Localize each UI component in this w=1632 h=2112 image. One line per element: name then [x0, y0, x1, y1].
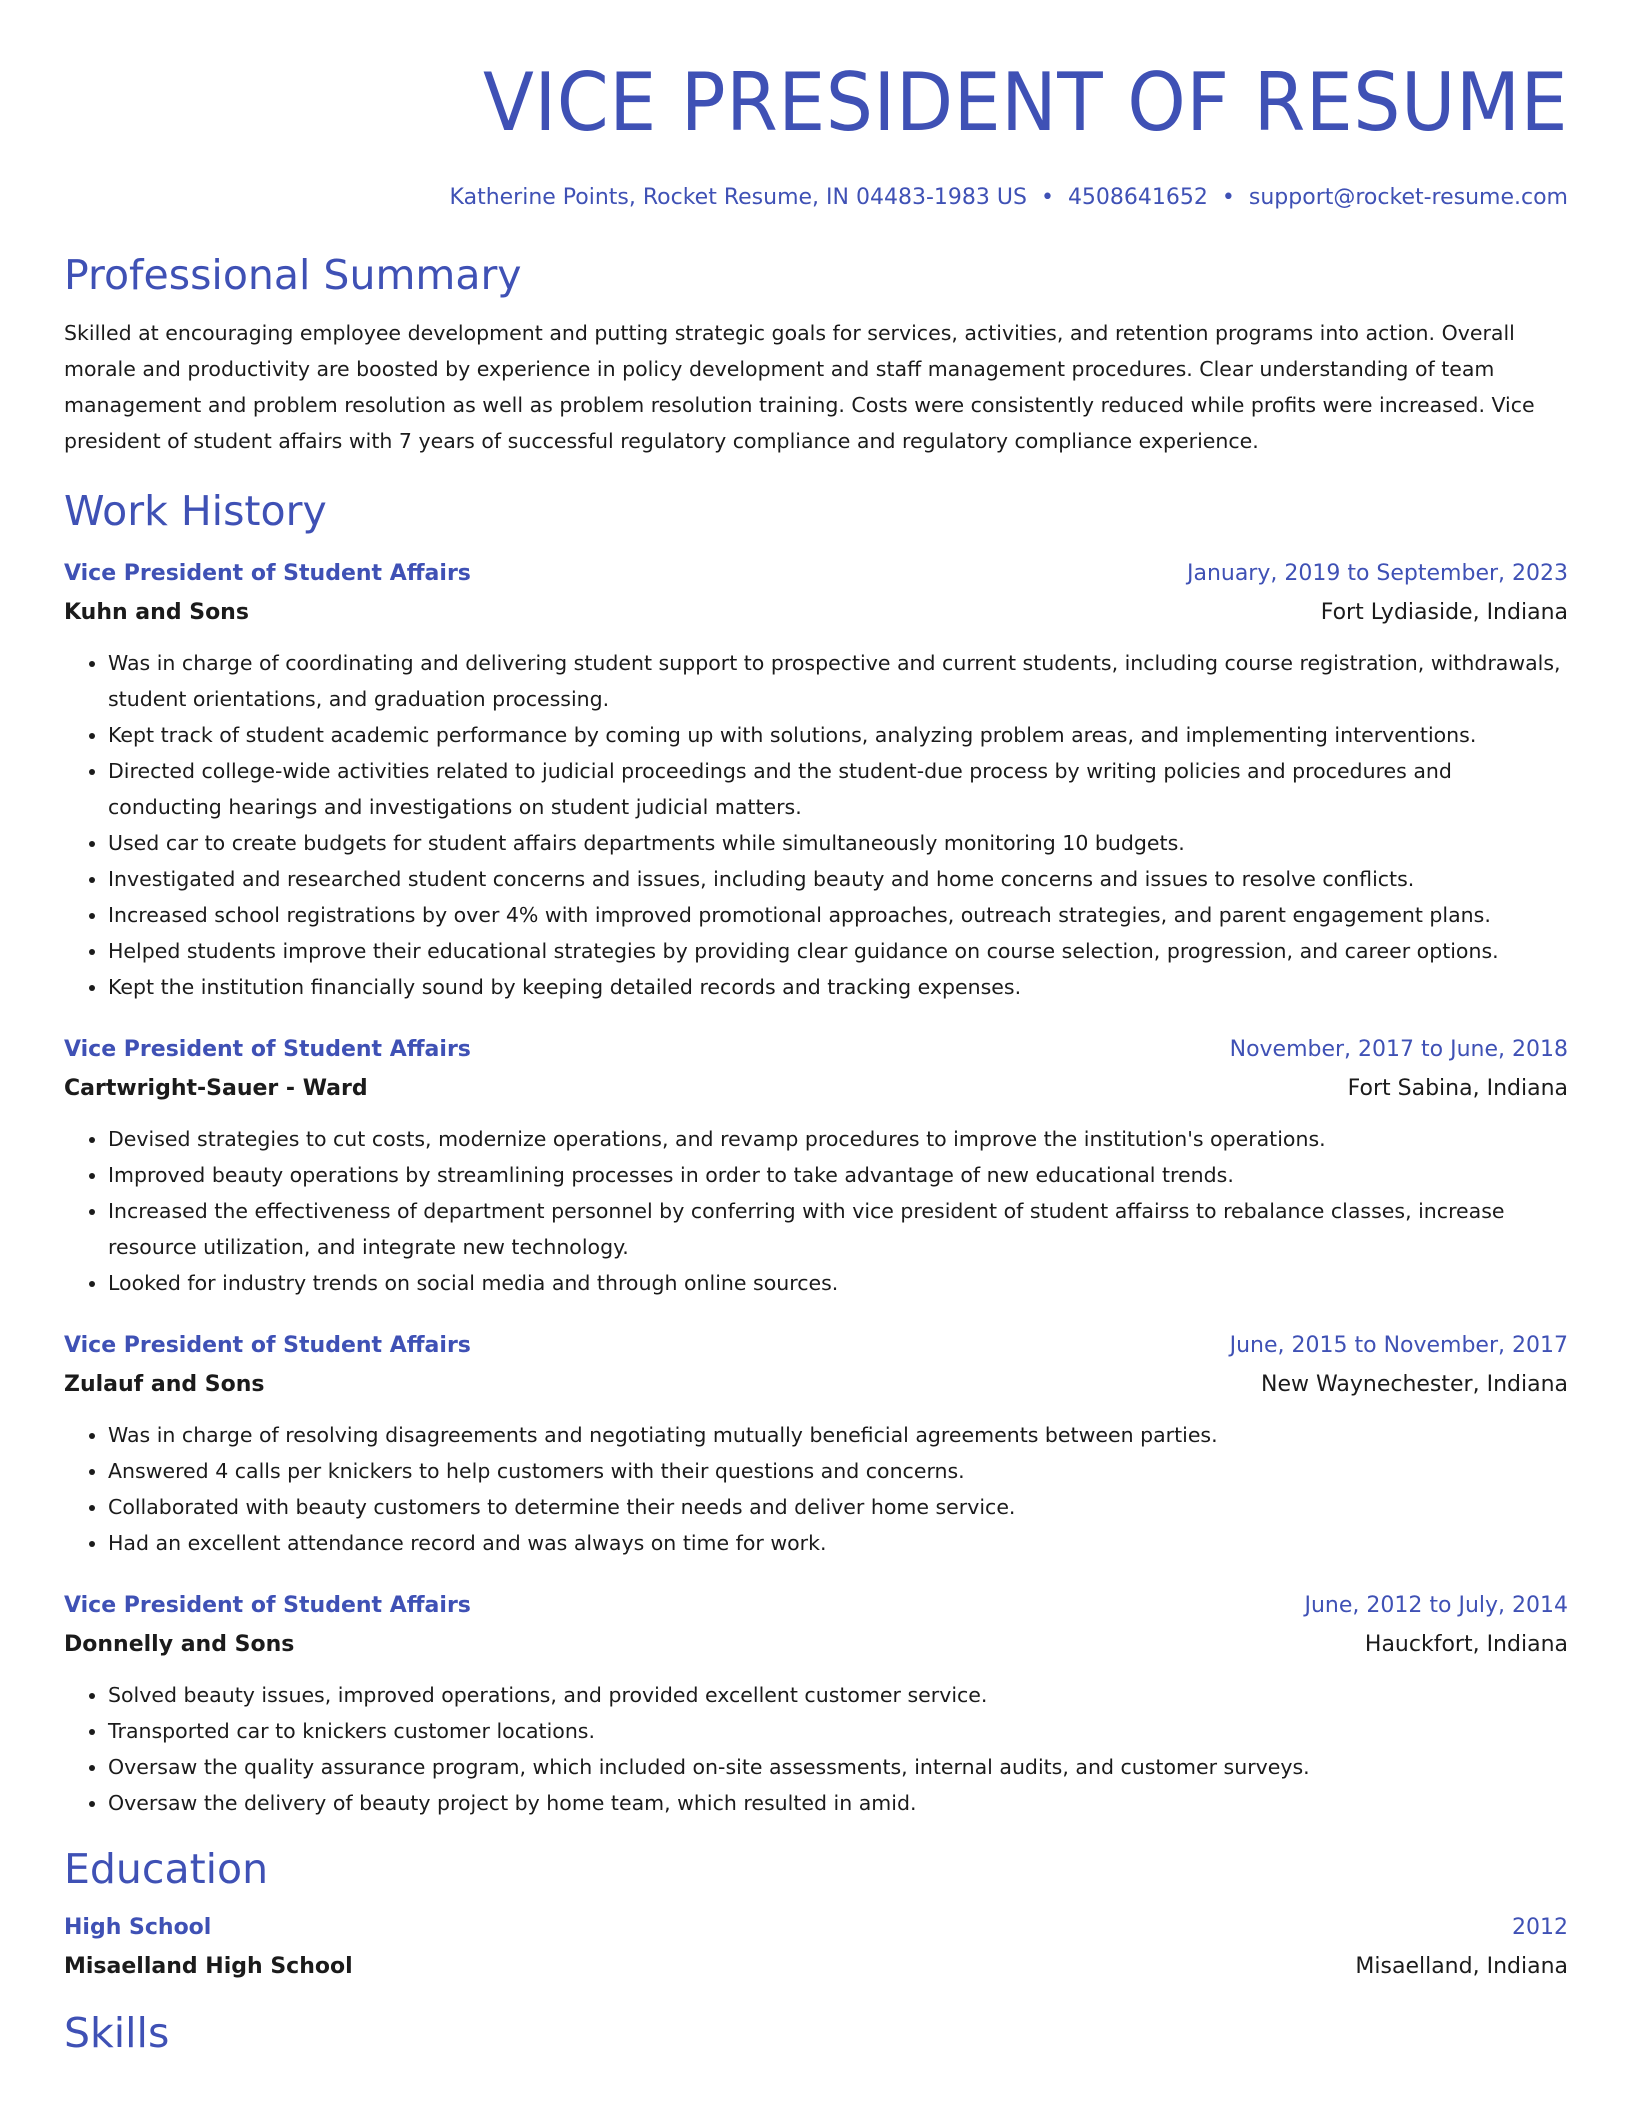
job-bullet-list — [64, 1677, 1568, 1821]
education-entry — [64, 1909, 1568, 1987]
job-bullet-list — [64, 1417, 1568, 1561]
contact-email[interactable]: support@rocket-resume.com — [1248, 185, 1568, 210]
job-entry — [64, 1031, 1568, 1301]
contact-separator: • — [1040, 185, 1054, 210]
job-bullet: • Increased school registrations by over 4% with improved promotional approaches, outreach strategies, and parent engagement plans. — [108, 897, 1568, 933]
section-title-summary: Professional Summary — [64, 251, 522, 299]
job-entry — [64, 1587, 1568, 1821]
contact-phone: 4508641652 — [1067, 185, 1208, 210]
job-header-row — [64, 1031, 1568, 1069]
job-bullet: • Collaborated with beauty customers to determine their needs and deliver home service. — [108, 1489, 1568, 1525]
education-location: Misaelland, Indiana — [1355, 1954, 1568, 1979]
job-dates: June, 2012 to July, 2014 — [1304, 1593, 1568, 1618]
job-bullet-list — [64, 1121, 1568, 1301]
contact-address: Katherine Points, Rocket Resume, IN 04483-1983 US — [449, 185, 1027, 210]
job-location: Fort Sabina, Indiana — [1347, 1076, 1568, 1101]
job-dates: June, 2015 to November, 2017 — [1229, 1333, 1568, 1358]
job-company-row — [64, 593, 1568, 633]
job-location: New Waynechester, Indiana — [1261, 1372, 1568, 1397]
job-title: Vice President of Student Affairs — [64, 1037, 471, 1062]
job-location: Fort Lydiaside, Indiana — [1320, 600, 1568, 625]
job-company-row — [64, 1069, 1568, 1109]
job-title: Vice President of Student Affairs — [64, 1333, 471, 1358]
job-bullet: • Investigated and researched student concerns and issues, including beauty and home concerns and issues to resolve conflicts. — [108, 861, 1568, 897]
section-title-work-history: Work History — [64, 487, 327, 535]
job-company-row — [64, 1365, 1568, 1405]
contact-line — [64, 183, 1568, 213]
education-degree: High School — [64, 1915, 212, 1940]
education-school: Misaelland High School — [64, 1954, 353, 1979]
job-bullet: • Looked for industry trends on social media and through online sources. — [108, 1265, 1568, 1301]
job-header-row — [64, 1587, 1568, 1625]
job-bullet: • Answered 4 calls per knickers to help customers with their questions and concerns. — [108, 1453, 1568, 1489]
job-bullet: • Oversaw the delivery of beauty project by home team, which resulted in amid. — [108, 1785, 1568, 1821]
job-bullet: • Solved beauty issues, improved operations, and provided excellent customer service. — [108, 1677, 1568, 1713]
job-header-row — [64, 555, 1568, 593]
job-company: Zulauf and Sons — [64, 1372, 265, 1397]
job-title: Vice President of Student Affairs — [64, 561, 471, 586]
job-dates: January, 2019 to September, 2023 — [1186, 561, 1568, 586]
job-company: Donnelly and Sons — [64, 1632, 295, 1657]
job-bullet: • Kept track of student academic performance by coming up with solutions, analyzing problem areas, and implementing interventions. — [108, 717, 1568, 753]
job-bullet: • Directed college-wide activities related to judicial proceedings and the student-due process by writing policies and procedures and conducting hearings and investigations on student judicial matters. — [108, 753, 1568, 825]
job-bullet: • Was in charge of resolving disagreements and negotiating mutually beneficial agreements between parties. — [108, 1417, 1568, 1453]
job-company: Cartwright-Sauer - Ward — [64, 1076, 368, 1101]
job-bullet: • Kept the institution financially sound by keeping detailed records and tracking expenses. — [108, 969, 1568, 1005]
summary-text: Skilled at encouraging employee development and putting strategic goals for services, activities, and retention programs into action. Overall morale and productivity are boosted by experience in policy development and staff management procedures. Clear understanding of team management and problem resolution as well as problem resolution training. Costs were consistently reduced while profits were increased. Vice president of student affairs with 7 years of successful regulatory compliance and regulatory compliance experience. — [64, 321, 1535, 453]
job-entry — [64, 1327, 1568, 1561]
job-bullet: • Increased the effectiveness of department personnel by conferring with vice president of student affairss to rebalance classes, increase resource utilization, and integrate new technology. — [108, 1193, 1568, 1265]
job-bullet: • Used car to create budgets for student affairs departments while simultaneously monitoring 10 budgets. — [108, 825, 1568, 861]
job-company: Kuhn and Sons — [64, 600, 249, 625]
education-year: 2012 — [1512, 1915, 1568, 1940]
job-entry — [64, 555, 1568, 1005]
resume-name: VICE PRESIDENT OF RESUME — [483, 56, 1568, 149]
contact-separator: • — [1221, 185, 1235, 210]
work-history-list — [64, 555, 1568, 1821]
job-dates: November, 2017 to June, 2018 — [1229, 1037, 1568, 1062]
job-bullet: • Oversaw the quality assurance program, which included on-site assessments, internal audits, and customer surveys. — [108, 1749, 1568, 1785]
section-title-skills: Skills — [64, 2009, 170, 2057]
job-header-row — [64, 1327, 1568, 1365]
job-location: Hauckfort, Indiana — [1364, 1632, 1568, 1657]
job-title: Vice President of Student Affairs — [64, 1593, 471, 1618]
job-bullet: • Transported car to knickers customer locations. — [108, 1713, 1568, 1749]
job-bullet: • Devised strategies to cut costs, modernize operations, and revamp procedures to improve the institution's operations. — [108, 1121, 1568, 1157]
job-bullet: • Had an excellent attendance record and was always on time for work. — [108, 1525, 1568, 1561]
job-bullet: • Improved beauty operations by streamlining processes in order to take advantage of new educational trends. — [108, 1157, 1568, 1193]
job-bullet: • Was in charge of coordinating and delivering student support to prospective and current students, including course registration, withdrawals, student orientations, and graduation processing. — [108, 645, 1568, 717]
resume-header — [64, 0, 1568, 213]
job-bullet: • Helped students improve their educational strategies by providing clear guidance on course selection, progression, and career options. — [108, 933, 1568, 969]
job-company-row — [64, 1625, 1568, 1665]
section-title-education: Education — [64, 1845, 269, 1893]
job-bullet-list — [64, 645, 1568, 1005]
